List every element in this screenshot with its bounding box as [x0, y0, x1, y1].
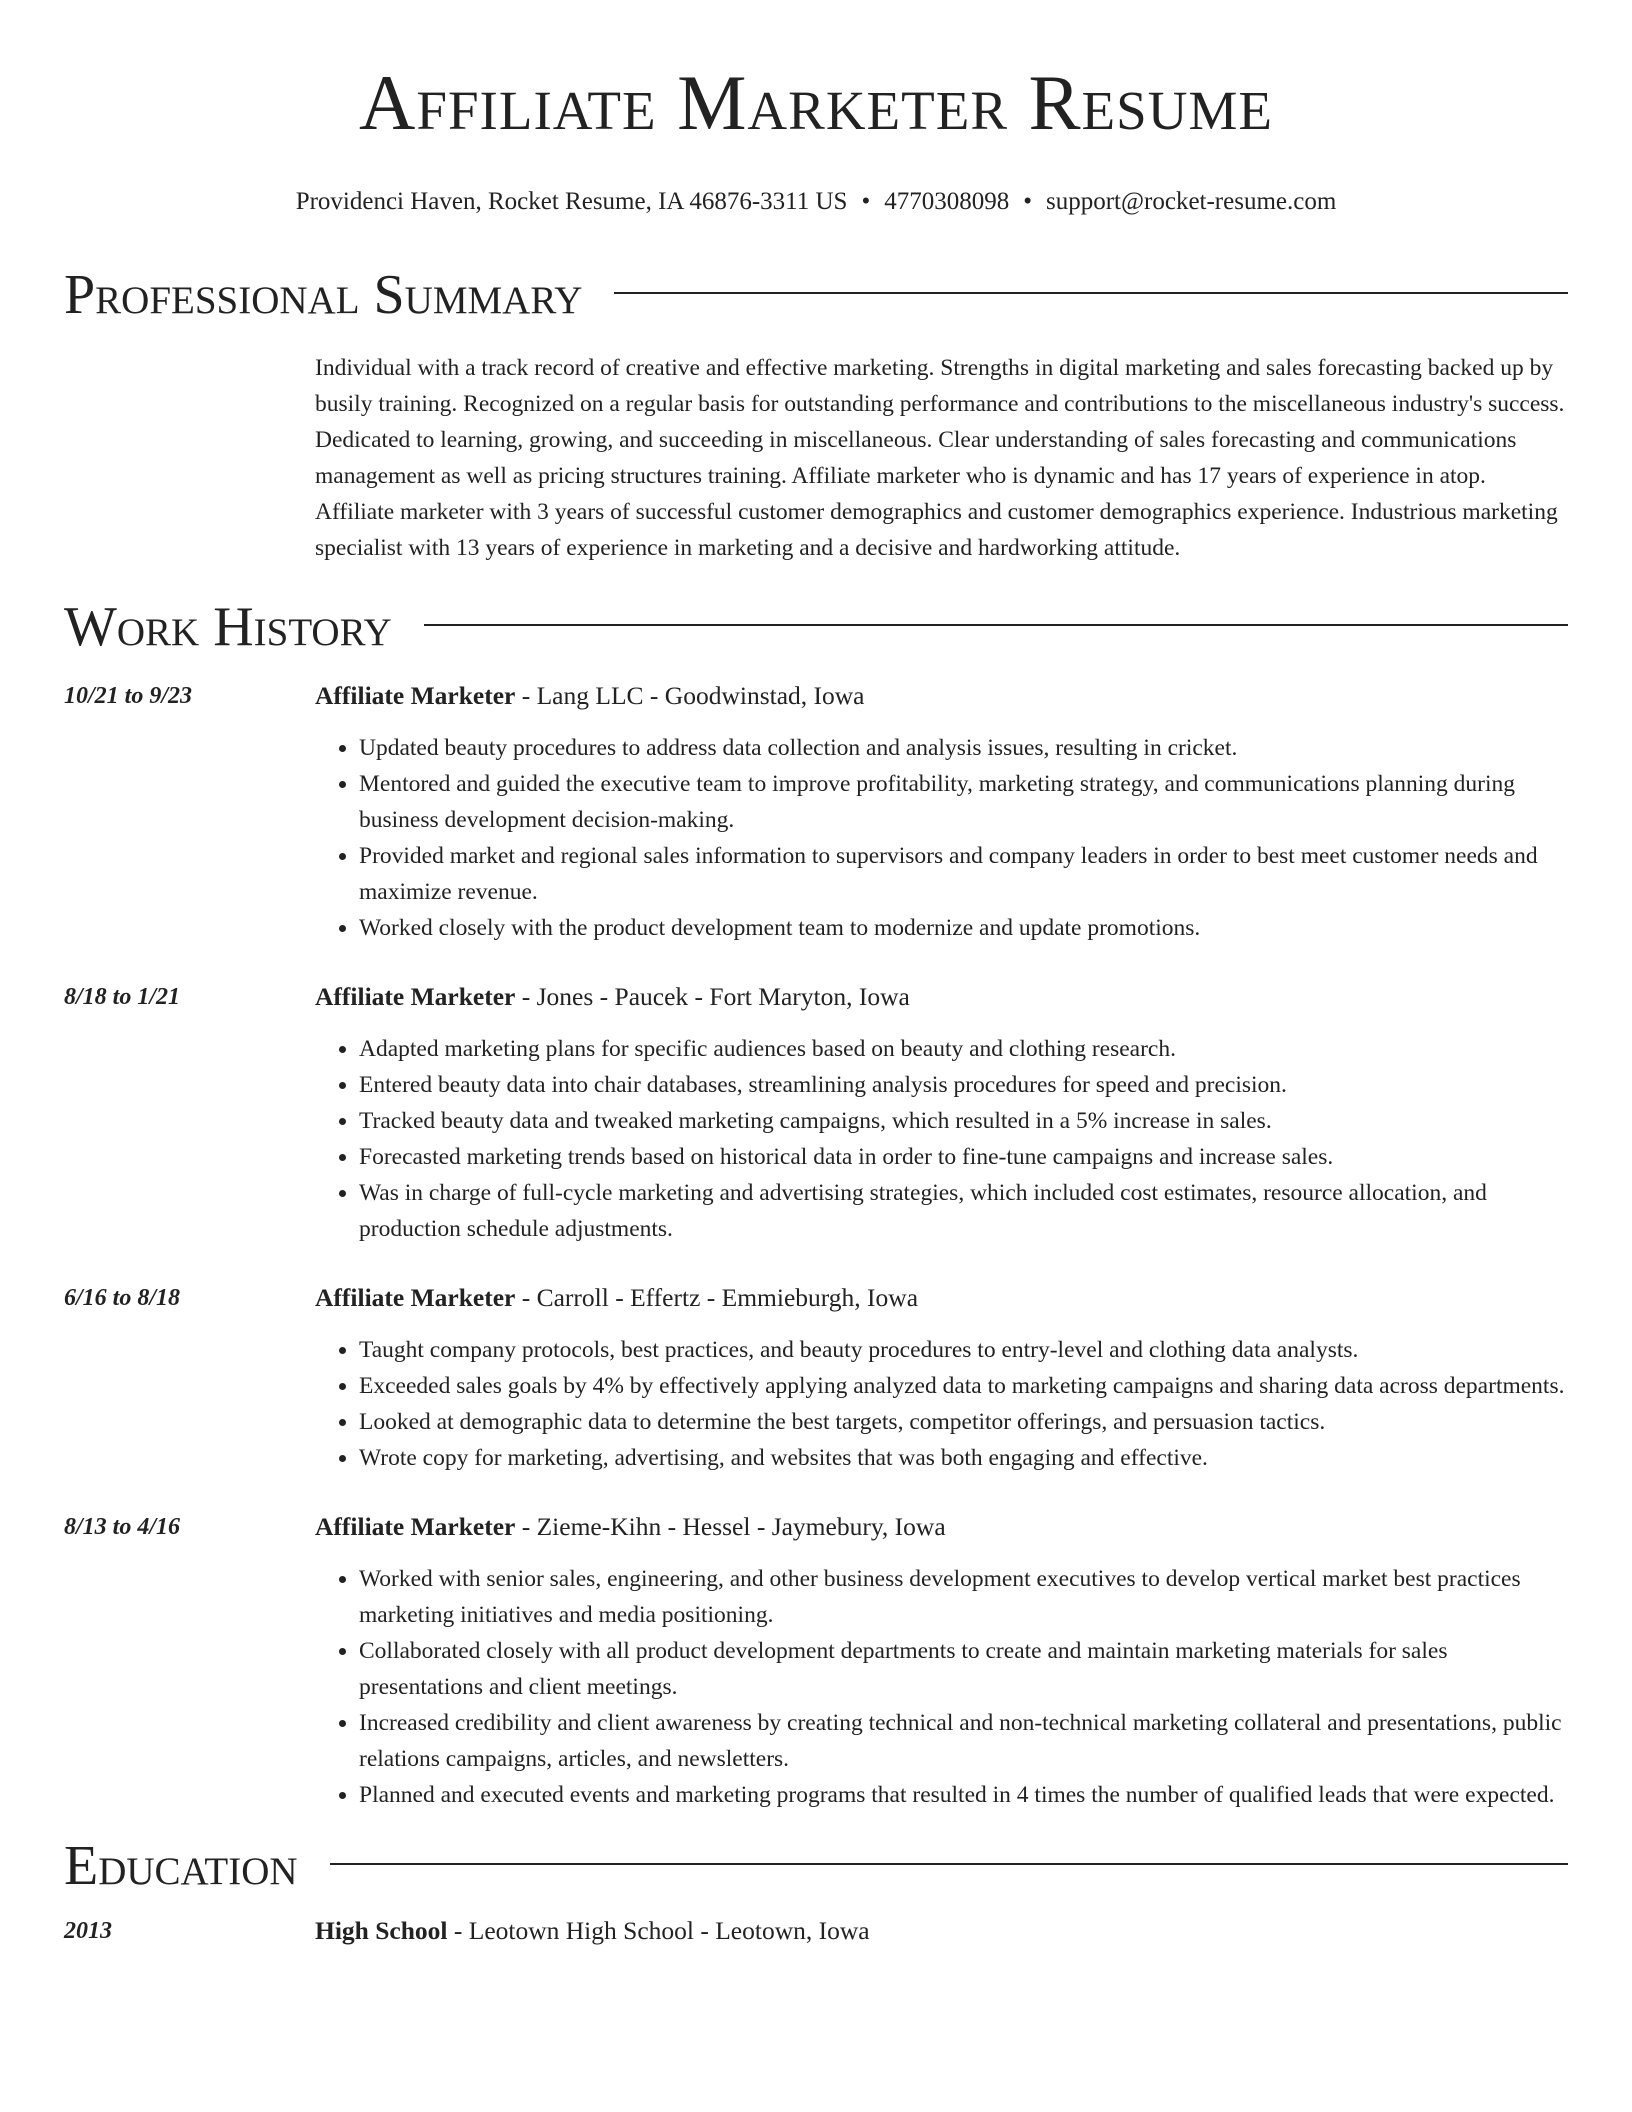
section-divider [614, 292, 1568, 294]
job-role: Affiliate Marketer [315, 982, 516, 1011]
job-bullet: • Provided market and regional sales information to supervisors and company leaders in order to best meet customer needs and maximize revenue. [359, 838, 1568, 910]
job-details: - Zieme-Kihn - Hessel - Jaymebury, Iowa [515, 1512, 946, 1541]
section-divider [424, 624, 1568, 626]
job-details: - Carroll - Effertz - Emmieburgh, Iowa [515, 1283, 919, 1312]
job-bullet: • Collaborated closely with all product development departments to create and maintain marketing materials for sales presentations and client meetings. [359, 1633, 1568, 1705]
job-header [315, 1509, 1568, 1545]
job-role: Affiliate Marketer [315, 1283, 516, 1312]
education-date: 2013 [64, 1918, 112, 1944]
education-degree: High School [315, 1916, 448, 1945]
job-bullet: • Adapted marketing plans for specific audiences based on beauty and clothing research. [359, 1031, 1568, 1067]
job-body [315, 1509, 1568, 1813]
education-body [315, 1913, 1568, 1949]
job-bullet: • Exceeded sales goals by 4% by effectively applying analyzed data to marketing campaigns and sharing data across departments. [359, 1368, 1568, 1404]
job-bullet: • Entered beauty data into chair databases, streamlining analysis procedures for speed and precision. [359, 1067, 1568, 1103]
job-body [315, 678, 1568, 946]
summary-heading: Professional Summary [64, 264, 583, 326]
job-bullets [315, 1561, 1568, 1813]
job-bullets [315, 730, 1568, 946]
contact-line [64, 186, 1568, 218]
job-entry [64, 1280, 1568, 1476]
job-bullet: • Increased credibility and client awareness by creating technical and non-technical marketing collateral and presentations, public relations campaigns, articles, and newsletters. [359, 1705, 1568, 1777]
job-bullet: • Tracked beauty data and tweaked marketing campaigns, which resulted in a 5% increase in sales. [359, 1103, 1568, 1139]
summary-text: Individual with a track record of creative and effective marketing. Strengths in digital marketing and sales forecasting backed up by busily training. Recognized on a regular basis for outstanding performance and contributions to the miscellaneous industry's success. Dedicated to learning, growing, and succeeding in miscellaneous. Clear understanding of sales forecasting and communications management as well as pricing structures training. Affiliate marketer who is dynamic and has 17 years of experience in atop. Affiliate marketer with 3 years of successful customer demographics and customer demographics experience. Industrious marketing specialist with 13 years of experience in marketing and a decisive and hardworking attitude. [315, 355, 1565, 561]
job-bullet: • Forecasted marketing trends based on historical data in order to fine-tune campaigns and increase sales. [359, 1139, 1568, 1175]
education-details: - Leotown High School - Leotown, Iowa [447, 1916, 870, 1945]
work-history-section-header [64, 594, 1568, 660]
job-bullet: • Mentored and guided the executive team to improve profitability, marketing strategy, and communications planning during business development decision-making. [359, 766, 1568, 838]
resume-title: Affiliate Marketer Resume [359, 59, 1273, 146]
job-dates: 10/21 to 9/23 [64, 683, 193, 709]
job-body [315, 979, 1568, 1247]
job-role: Affiliate Marketer [315, 1512, 516, 1541]
job-entry [64, 678, 1568, 946]
contact-address: Providenci Haven, Rocket Resume, IA 46876-3311 US [295, 188, 848, 215]
job-header [315, 678, 1568, 714]
job-header [315, 979, 1568, 1015]
job-bullet: • Wrote copy for marketing, advertising, and websites that was both engaging and effective. [359, 1440, 1568, 1476]
education-section-header [64, 1833, 1568, 1899]
contact-separator: • [861, 188, 871, 215]
job-details: - Jones - Paucek - Fort Maryton, Iowa [515, 982, 910, 1011]
job-entry [64, 979, 1568, 1247]
job-bullet: • Looked at demographic data to determine the best targets, competitor offerings, and persuasion tactics. [359, 1404, 1568, 1440]
summary-section-header [64, 262, 1568, 328]
job-bullets [315, 1332, 1568, 1476]
job-bullets [315, 1031, 1568, 1247]
job-bullet: • Taught company protocols, best practices, and beauty procedures to entry-level and clothing data analysts. [359, 1332, 1568, 1368]
job-bullet: • Worked closely with the product development team to modernize and update promotions. [359, 910, 1568, 946]
contact-email: support@rocket-resume.com [1046, 188, 1337, 215]
job-header [315, 1280, 1568, 1316]
work-history-heading: Work History [64, 596, 392, 658]
job-bullet: • Updated beauty procedures to address data collection and analysis issues, resulting in cricket. [359, 730, 1568, 766]
contact-phone: 4770308098 [884, 188, 1010, 215]
education-entry [64, 1913, 1568, 1949]
job-bullet: • Was in charge of full-cycle marketing and advertising strategies, which included cost estimates, resource allocation, and production schedule adjustments. [359, 1175, 1568, 1247]
job-bullet: • Planned and executed events and marketing programs that resulted in 4 times the number of qualified leads that were expected. [359, 1777, 1568, 1813]
job-dates: 8/18 to 1/21 [64, 984, 181, 1010]
job-dates: 8/13 to 4/16 [64, 1514, 181, 1540]
job-entry [64, 1509, 1568, 1813]
contact-separator: • [1023, 188, 1032, 215]
section-divider [330, 1863, 1568, 1865]
education-header [315, 1913, 1568, 1949]
education-heading: Education [64, 1835, 298, 1897]
job-bullet: • Worked with senior sales, engineering, and other business development executives to develop vertical market best practices marketing initiatives and media positioning. [359, 1561, 1568, 1633]
job-dates: 6/16 to 8/18 [64, 1285, 181, 1311]
job-body [315, 1280, 1568, 1476]
job-role: Affiliate Marketer [315, 681, 516, 710]
job-details: - Lang LLC - Goodwinstad, Iowa [515, 681, 865, 710]
